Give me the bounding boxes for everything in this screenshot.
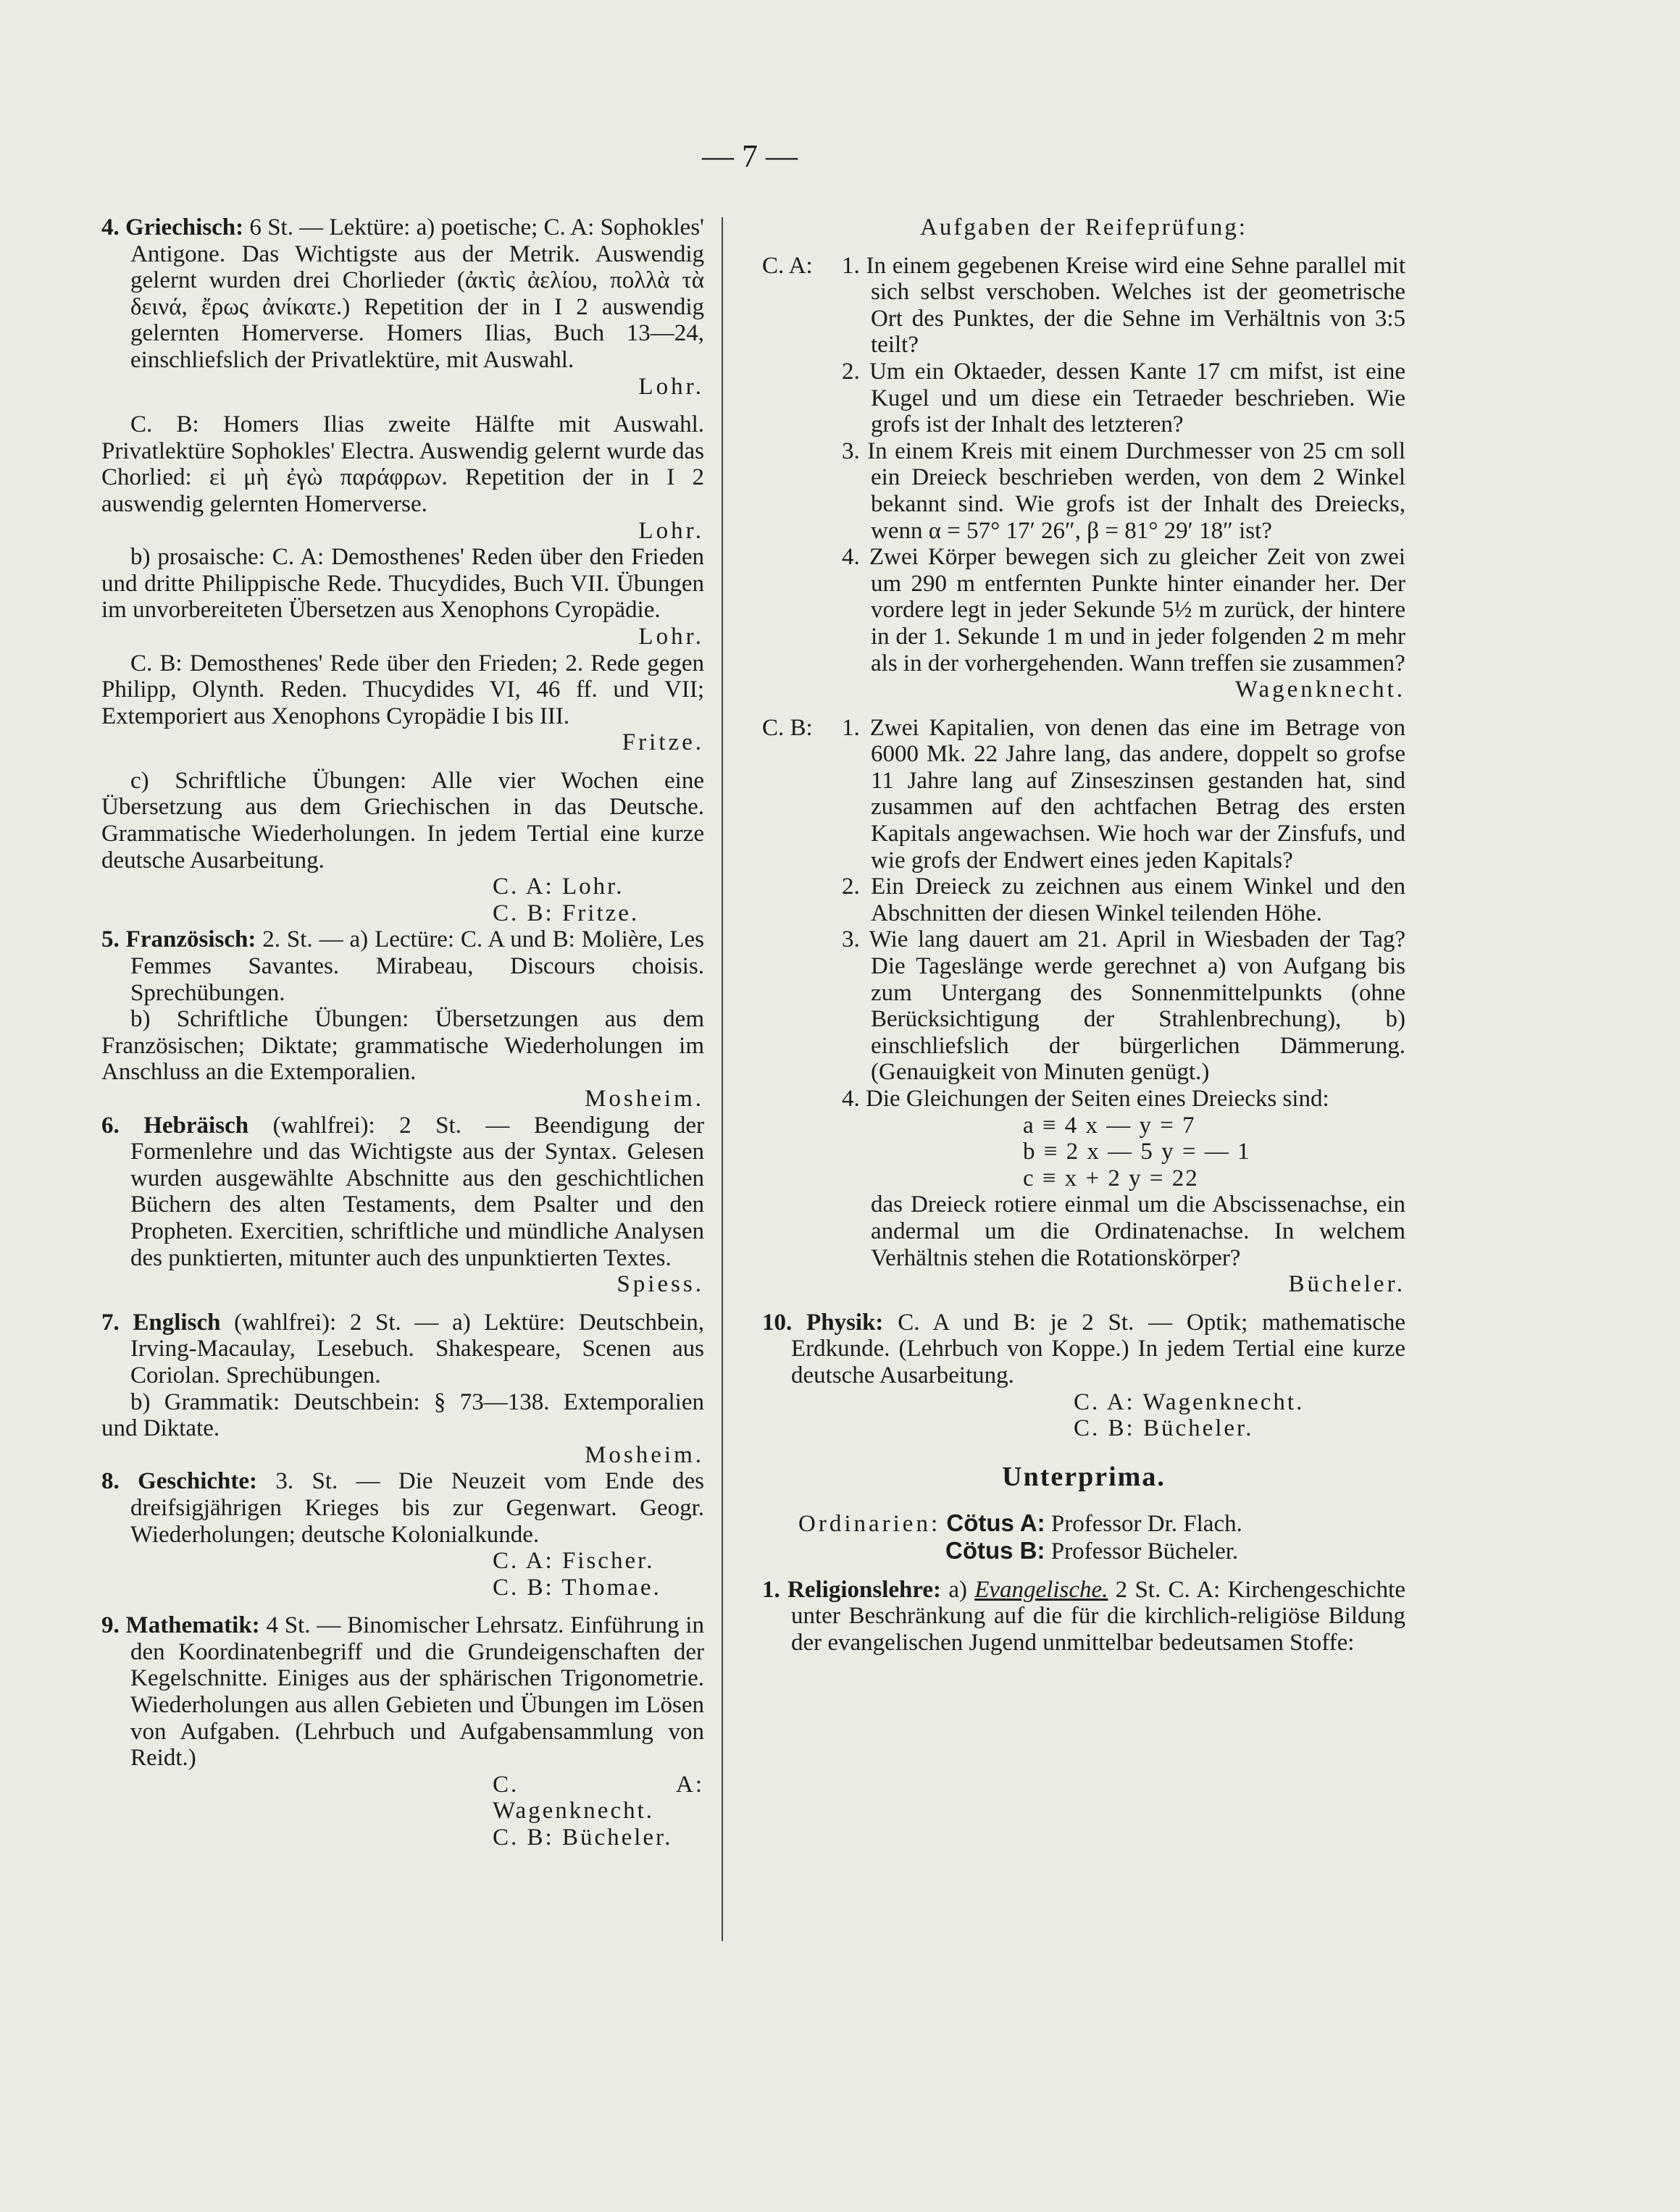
section-englisch: [101, 1310, 704, 1389]
section-text: 4 St. — Binomischer Lehrsatz. Einführung in den Koordinatenbegriff und die Grundeigenschaften der Kegelschnitte. Einiges aus der sphärischen Trigonometrie. Wiederholungen aus allen Gebieten und Übungen im Lösen von Aufgaben. (Lehrbuch und Aufgabensammlung von Reidt.): [130, 1612, 704, 1772]
right-column: [762, 214, 1405, 1656]
equation: b ≡ 2 x — 5 y = — 1: [1023, 1139, 1251, 1165]
ordinarien-label: Ordinarien:: [798, 1511, 941, 1538]
left-column: [101, 214, 704, 1851]
section-heading: 8. Geschichte:: [101, 1468, 258, 1495]
section-heading: 6. Hebräisch: [101, 1112, 249, 1139]
exam-task: 4. Die Gleichungen der Seiten eines Dreiecks sind:: [842, 1086, 1329, 1112]
section-text: 3. St. — Die Neuzeit vom Ende des dreifsigjährigen Krieges bis zur Gegenwart. Geogr. Wiederholungen; deutsche Kolonialkunde.: [130, 1468, 704, 1548]
section-heading: 9. Mathematik:: [101, 1612, 260, 1639]
exam-task: 4. Zwei Körper bewegen sich zu gleicher Zeit von zwei um 290 m entfernten Punkte hinter einander her. Der vordere legt in jeder Sekunde 5½ m zurück, der hintere in der 1. Sekunde 1 m und in jeder folgenden 2 m mehr als in der vorhergehenden. Wann treffen sie zusammen?: [842, 544, 1405, 676]
exam-task: 3. In einem Kreis mit einem Durchmesser von 25 cm soll ein Dreieck beschrieben werden, von dem 2 Winkel bekannt sind. Wie grofs ist der Inhalt des Dreiecks, wenn α = 57° 17′ 26″, β = 81° 29′ 18″ ist?: [842, 437, 1405, 544]
teacher-signature: Fritze.: [622, 729, 704, 756]
equation: a ≡ 4 x — y = 7: [1023, 1112, 1196, 1139]
paragraph: b) prosaische: C. A: Demosthenes' Reden über den Frieden und dritte Philippische Rede. Thucydides, Buch VII. Übungen im unvorbereiteten Übersetzen aus Xenophons Cyropädie.: [101, 544, 704, 624]
teacher-signature: C. B: Bücheler.: [493, 1825, 673, 1851]
cb-label: C. B:: [762, 714, 813, 741]
teacher-signature: Lohr.: [638, 517, 704, 544]
section-text: a): [941, 1576, 975, 1603]
exam-task: 1. Zwei Kapitalien, von denen das eine im Betrage von 6000 Mk. 22 Jahre lang, das andere, doppelt so grofse 11 Jahre lang auf Zinseszinsen gestanden hat, sind zusammen auf den achtfachen Betrag des ersten Kapitals angewachsen. Wie hoch war der Zinsfufs, und wie grofs der Endwert eines jeden Kapitals?: [842, 714, 1405, 874]
ordinarien-b: [762, 1538, 1405, 1565]
section-heading: 5. Französisch:: [101, 926, 256, 953]
section-text: (wahlfrei): 2 St. — a) Lektüre: Deutschbein, Irving-Macaulay, Lesebuch. Shakespeare, Scenen aus Coriolan. Sprechübungen.: [130, 1309, 704, 1388]
teacher-signature: Bücheler.: [1288, 1271, 1405, 1298]
teacher-signature: C. B: Thomae.: [493, 1574, 661, 1601]
section-text: 2 St. C. A: Kirchengeschichte unter Beschränkung auf die für die kirchlich-religiöse Bildung der evangelischen Jugend unmittelbar bedeutsamen Stoffe:: [791, 1576, 1406, 1656]
teacher-signature: Mosheim.: [585, 1441, 704, 1468]
section-franzoesisch: [101, 926, 704, 1006]
aufgaben-title: Aufgaben der Reifeprüfung:: [920, 214, 1248, 240]
section-heading: 1. Religionslehre:: [762, 1576, 942, 1603]
teacher-signature: Spiess.: [617, 1271, 704, 1298]
teacher-signature: Lohr.: [638, 623, 704, 650]
paragraph: C. B: Demosthenes' Rede über den Frieden; 2. Rede gegen Philipp, Olynth. Reden. Thucydides VI, 46 ff. und VII; Extemporiert aus Xenophons Cyropädie I bis III.: [101, 650, 704, 729]
section-heading: 7. Englisch: [101, 1309, 221, 1336]
paragraph: b) Schriftliche Übungen: Übersetzungen aus dem Französischen; Diktate; grammatische Wiederholungen im Anschluss an die Extemporalien.: [101, 1006, 704, 1086]
section-religionslehre: [762, 1577, 1405, 1656]
column-divider: [722, 217, 723, 1941]
teacher-signature: C. B: Bücheler.: [1074, 1415, 1254, 1442]
equation: c ≡ x + 2 y = 22: [1023, 1165, 1199, 1191]
unterprima-heading: Unterprima.: [1002, 1461, 1166, 1492]
paragraph: b) Grammatik: Deutschbein: § 73—138. Extemporalien und Diktate.: [101, 1388, 704, 1442]
page-number: — 7 —: [702, 138, 798, 174]
section-physik: [762, 1310, 1405, 1389]
paragraph: C. B: Homers Ilias zweite Hälfte mit Auswahl. Privatlektüre Sophokles' Electra. Auswendig gelernt wurde das Chorlied: εἰ μὴ ἐγὼ παράφρων. Repetition der in I 2 auswendig gelernten Homerverse.: [101, 411, 704, 517]
section-hebraeisch: [101, 1113, 704, 1272]
ordinarien-a: [762, 1510, 1405, 1538]
coetus-b-name: Professor Bücheler.: [1045, 1538, 1239, 1564]
section-text: (wahlfrei): 2 St. — Beendigung der Formenlehre und das Wichtigste aus der Syntax. Gelesen wurden ausgewählte Abschnitte aus den geschichtlichen Büchern des alten Testaments, dem Psalter und den Propheten. Exercitien, schriftliche und mündliche Analysen des punktierten, mitunter auch des unpunktierten Textes.: [130, 1112, 705, 1271]
section-mathematik: [101, 1612, 704, 1772]
teacher-signature: Lohr.: [638, 373, 704, 400]
exam-task: 2. Ein Dreieck zu zeichnen aus einem Winkel und den Abschnitten der diesen Winkel teilenden Höhe.: [842, 874, 1405, 926]
teacher-signature: C. A: Fischer.: [493, 1548, 655, 1575]
teacher-signature: C. A: Wagenknecht.: [493, 1771, 704, 1825]
exam-task: 1. In einem gegebenen Kreise wird eine Sehne parallel mit sich selbst verschoben. Welches ist der geometrische Ort des Punktes, der die Sehne im Verhältnis von 3:5 teilt?: [842, 252, 1405, 359]
exam-task: 2. Um ein Oktaeder, dessen Kante 17 cm mifst, ist eine Kugel und um diese ein Tetraeder beschrieben. Wie grofs ist der Inhalt des letzteren?: [842, 358, 1405, 438]
paragraph: c) Schriftliche Übungen: Alle vier Wochen eine Übersetzung aus dem Griechischen in das Deutsche. Grammatische Wiederholungen. In jedem Tertial eine kurze deutsche Ausarbeitung.: [101, 767, 704, 874]
section-subheading: Evangelische.: [974, 1576, 1108, 1603]
teacher-signature: C. B: Fritze.: [493, 900, 640, 926]
ca-label: C. A:: [762, 252, 813, 279]
paragraph: das Dreieck rotiere einmal um die Abscissenachse, ein andermal um die Ordinatenachse. In welchem Verhältnis stehen die Rotationskörper?: [871, 1191, 1405, 1271]
exam-task: 3. Wie lang dauert am 21. April in Wiesbaden der Tag? Die Tageslänge werde gerechnet a) von Aufgang bis zum Untergang des Sonnenmittelpunkts (ohne Berücksichtigung der Strahlenbrechung), b) einschliefslich der bürgerlichen Dämmerung. (Genauigkeit von Minuten genügt.): [842, 926, 1405, 1086]
section-griechisch: [101, 214, 704, 374]
teacher-signature: Wagenknecht.: [1234, 676, 1405, 703]
section-text: 6 St. — Lektüre: a) poetische; C. A: Sophokles' Antigone. Das Wichtigste aus der Metrik. Auswendig gelernt wurden drei Chorlieder (ἀκτὶς ἀελίου, πολλὰ τὰ δεινά, ἔρως ἀνίκατε.) Repetition der in I 2 auswendig gelernten Homerverse. Homers Ilias, Buch 13—24, einschliefslich der Privatlektüre, mit Auswahl.: [130, 214, 704, 373]
teacher-signature: C. A: Wagenknecht.: [1074, 1388, 1305, 1415]
teacher-signature: Mosheim.: [585, 1086, 704, 1112]
coetus-a-label: Cötus A:: [946, 1509, 1045, 1537]
section-geschichte: [101, 1468, 704, 1548]
teacher-signature: C. A: Lohr.: [493, 874, 624, 900]
section-heading: 10. Physik:: [762, 1309, 884, 1336]
section-heading: 4. Griechisch:: [101, 214, 244, 240]
section-text: C. A und B: je 2 St. — Optik; mathematische Erdkunde. (Lehrbuch von Koppe.) In jedem Tertial eine kurze deutsche Ausarbeitung.: [791, 1309, 1405, 1388]
coetus-b-label: Cötus B:: [945, 1536, 1045, 1564]
section-text: 2. St. — a) Lectüre: C. A und B: Molière, Les Femmes Savantes. Mirabeau, Discours choisis. Sprechübungen.: [130, 926, 704, 1006]
coetus-a-name: Professor Dr. Flach.: [1045, 1511, 1242, 1538]
